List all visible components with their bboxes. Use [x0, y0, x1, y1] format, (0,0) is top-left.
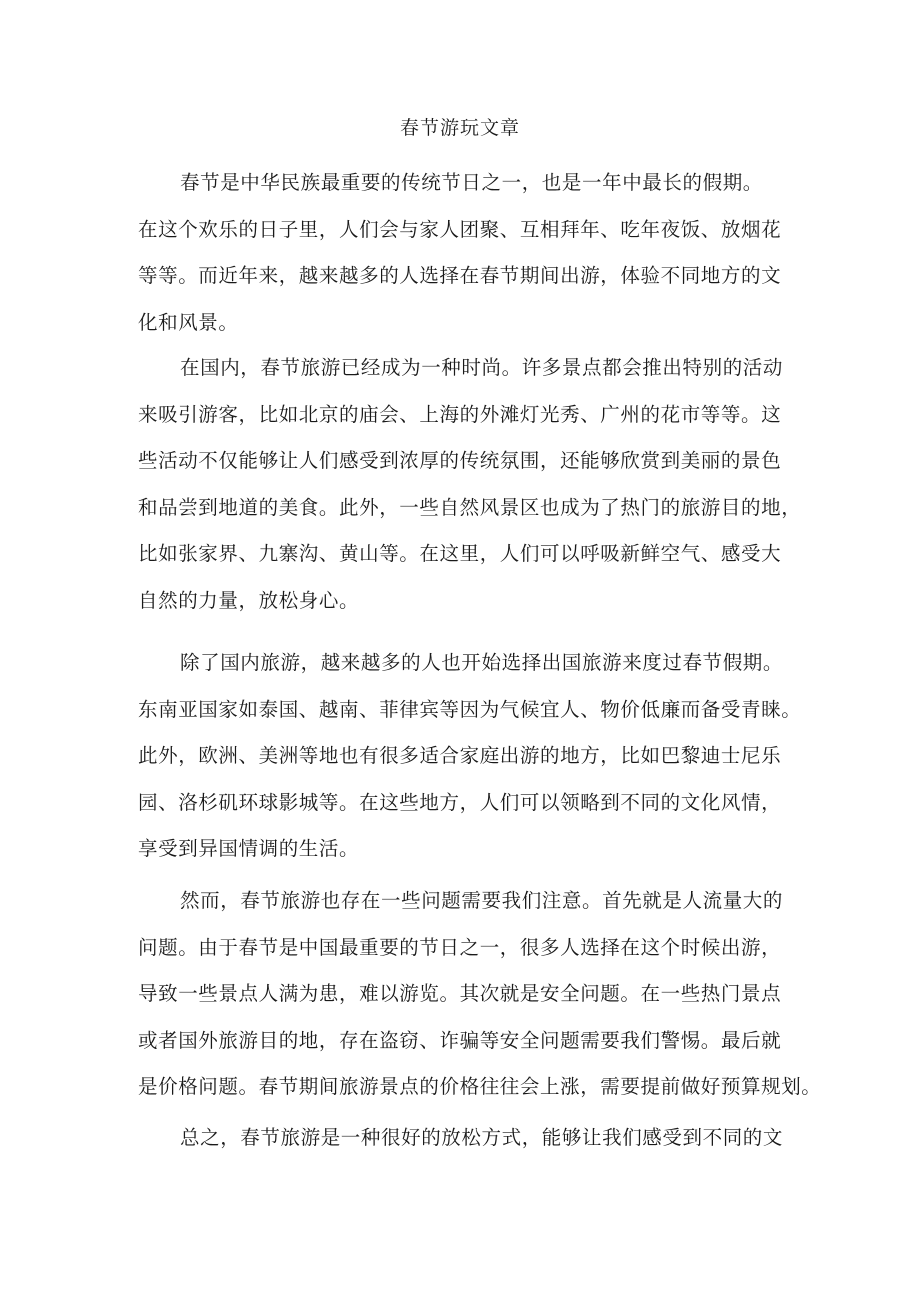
- paragraph-line: 此外，欧洲、美洲等地也有很多适合家庭出游的地方，比如巴黎迪士尼乐: [138, 744, 782, 767]
- paragraph-line: 园、洛杉矶环球影城等。在这些地方，人们可以领略到不同的文化风情，: [138, 790, 782, 814]
- paragraph-line: 春节是中华民族最重要的传统节日之一，也是一年中最长的假期。: [180, 171, 763, 194]
- paragraph-line: 等等。而近年来，越来越多的人选择在春节期间出游，体验不同地方的文: [138, 264, 782, 287]
- paragraph-4: [138, 878, 822, 1111]
- paragraph-line: 总之，春节旅游是一种很好的放松方式，能够让我们感受到不同的文: [180, 1126, 784, 1149]
- paragraph-line: 在这个欢乐的日子里，人们会与家人团聚、互相拜年、吃年夜饭、放烟花: [138, 217, 782, 241]
- paragraph-line: 除了国内旅游，越来越多的人也开始选择出国旅游来度过春节假期。: [180, 651, 784, 674]
- paragraph-line: 自然的力量，放松身心。: [138, 588, 360, 612]
- paragraph-5: [138, 1115, 788, 1162]
- paragraph-1: [138, 160, 788, 346]
- paragraph-line: 在国内，春节旅游已经成为一种时尚。许多景点都会推出特别的活动: [180, 356, 784, 379]
- paragraph-line: 化和风景。: [138, 310, 239, 334]
- paragraph-line: 是价格问题。春节期间旅游景点的价格往往会上涨，需要提前做好预算规划。: [138, 1075, 822, 1098]
- paragraph-line: 和品尝到地道的美食。此外，一些自然风景区也成为了热门的旅游目的地，: [138, 495, 802, 519]
- paragraph-line: 问题。由于春节是中国最重要的节日之一，很多人选择在这个时候出游，: [138, 935, 782, 959]
- paragraph-line: 东南亚国家如泰国、越南、菲律宾等因为气候宜人、物价低廉而备受青睐。: [138, 697, 802, 721]
- paragraph-line: 来吸引游客，比如北京的庙会、上海的外滩灯光秀、广州的花市等等。这: [138, 402, 782, 426]
- paragraph-line: 享受到异国情调的生活。: [138, 837, 360, 860]
- paragraph-3: [138, 640, 802, 873]
- paragraph-line: 导致一些景点人满为患，难以游览。其次就是安全问题。在一些热门景点: [138, 982, 782, 1005]
- paragraph-line: 或者国外旅游目的地，存在盗窃、诈骗等安全问题需要我们警惕。最后就: [138, 1028, 782, 1052]
- paragraph-line: 比如张家界、九寨沟、黄山等。在这里，人们可以呼吸新鲜空气、感受大: [138, 542, 782, 565]
- paragraph-2: [138, 345, 802, 624]
- document-title: 春节游玩文章: [399, 117, 520, 139]
- paragraph-line: 然而，春节旅游也存在一些问题需要我们注意。首先就是人流量大的: [180, 889, 784, 912]
- paragraph-line: 些活动不仅能够让人们感受到浓厚的传统氛围，还能够欣赏到美丽的景色: [138, 449, 782, 472]
